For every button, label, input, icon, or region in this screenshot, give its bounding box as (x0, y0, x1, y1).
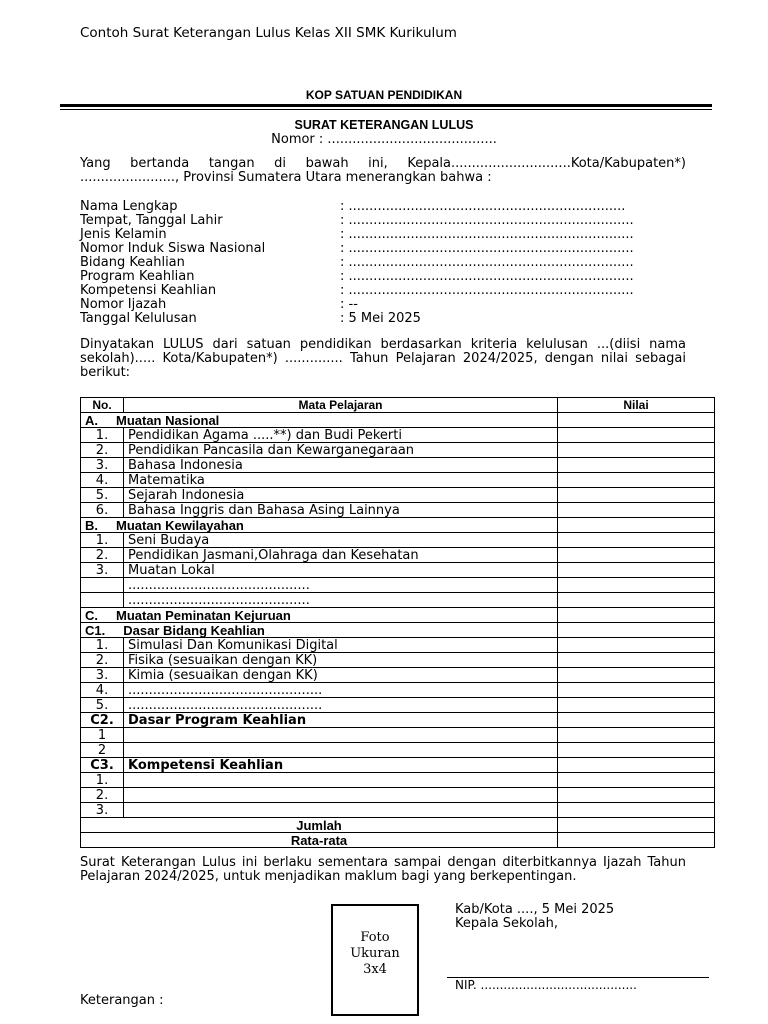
total-label: Jumlah (81, 818, 558, 833)
letterhead-rule-thin (60, 109, 712, 110)
table-row (81, 578, 715, 593)
grade-cell (558, 773, 715, 788)
table-row (81, 593, 715, 608)
grade-cell (558, 428, 715, 443)
row-number: 1. (81, 773, 124, 788)
field-value: : ..................................................................... (340, 213, 634, 228)
subject-name: Pendidikan Jasmani,Olahraga dan Kesehatan (124, 548, 558, 563)
section-cell (81, 608, 558, 623)
photo-label-line: Foto (360, 930, 390, 945)
result-paragraph: Dinyatakan LULUS dari satuan pendidikan berdasarkan kriteria kelulusan ...(diisi nama sekolah)..... Kota/Kabupaten*) .............. Tahun Pelajaran 2024/2025, dengan nilai sebagai berikut: (80, 337, 686, 380)
row-number: 1 (81, 728, 124, 743)
section-cell (81, 623, 558, 638)
subject-name (124, 803, 558, 818)
grade-cell (558, 473, 715, 488)
grade-cell (558, 578, 715, 593)
field-label: Kompetensi Keahlian (80, 283, 217, 298)
row-number: 2. (81, 548, 124, 563)
section-name: Muatan Peminatan Kejuruan (116, 607, 291, 623)
letter-title: SURAT KETERANGAN LULUS (294, 118, 474, 132)
grade-cell (558, 683, 715, 698)
field-value: : -- (340, 297, 358, 312)
grade-cell (558, 533, 715, 548)
grade-cell (558, 593, 715, 608)
subject-name (124, 773, 558, 788)
section-number: B. (85, 517, 98, 533)
table-section-row (81, 608, 715, 623)
row-number: 3. (81, 458, 124, 473)
field-value: : ................................................................... (340, 199, 626, 214)
table-section-row (81, 713, 715, 728)
field-label: Nomor Ijazah (80, 297, 167, 312)
grades-table (80, 397, 715, 848)
table-total-row (81, 818, 715, 833)
row-number: 2. (81, 653, 124, 668)
row-number: 3. (81, 803, 124, 818)
grade-cell (558, 743, 715, 758)
table-row (81, 638, 715, 653)
table-total-row (81, 833, 715, 848)
grade-cell (558, 518, 715, 533)
subject-name: Kimia (sesuaikan dengan KK) (124, 668, 558, 683)
photo-placeholder (331, 904, 419, 1016)
row-number: 4. (81, 683, 124, 698)
table-row (81, 503, 715, 518)
subject-name (124, 743, 558, 758)
subject-name: ............................................ (124, 578, 558, 593)
table-row (81, 473, 715, 488)
table-section-row (81, 623, 715, 638)
letterhead-title: KOP SATUAN PENDIDIKAN (305, 88, 463, 102)
table-row (81, 788, 715, 803)
row-number: 2. (81, 443, 124, 458)
subject-name: Bahasa Indonesia (124, 458, 558, 473)
table-row (81, 668, 715, 683)
document-title: Contoh Surat Keterangan Lulus Kelas XII SMK Kurikulum (80, 25, 457, 41)
grade-cell (558, 788, 715, 803)
table-row (81, 698, 715, 713)
opening-paragraph: Yang bertanda tangan di bawah ini, Kepala.............................Kota/Kabupaten*) ......................., Provinsi Sumatera Utara menerangkan bahwa : (80, 156, 686, 185)
subject-name: Matematika (124, 473, 558, 488)
section-name: Muatan Nasional (116, 412, 220, 428)
table-row (81, 728, 715, 743)
grades-table-body (81, 413, 715, 848)
row-number: 1. (81, 638, 124, 653)
subject-name: Bahasa Inggris dan Bahasa Asing Lainnya (124, 503, 558, 518)
row-number (81, 578, 124, 593)
table-row (81, 653, 715, 668)
grade-cell (558, 803, 715, 818)
row-number: 1. (81, 428, 124, 443)
table-section-row (81, 413, 715, 428)
grade-cell (558, 758, 715, 773)
signature-nip: NIP. ......................................... (455, 978, 637, 992)
row-number: 1. (81, 533, 124, 548)
subject-name: Muatan Lokal (124, 563, 558, 578)
letterhead-rule-thick (60, 104, 712, 107)
subject-name: Pendidikan Agama .....**) dan Budi Pekerti (124, 428, 558, 443)
field-value: : ..................................................................... (340, 241, 634, 256)
table-row (81, 803, 715, 818)
field-value: : ..................................................................... (340, 269, 634, 284)
row-number: 3. (81, 668, 124, 683)
row-number: 4. (81, 473, 124, 488)
subject-name: Dasar Program Keahlian (124, 713, 558, 728)
section-name: Muatan Kewilayahan (116, 517, 244, 533)
total-value-cell (558, 833, 715, 848)
grade-cell (558, 728, 715, 743)
subject-name: Pendidikan Pancasila dan Kewarganegaraan (124, 443, 558, 458)
notes-label: Keterangan : (80, 993, 164, 1008)
table-section-row (81, 518, 715, 533)
photo-label-line: Ukuran (350, 946, 400, 961)
table-header-row (81, 398, 715, 413)
subject-name: Fisika (sesuaikan dengan KK) (124, 653, 558, 668)
table-row (81, 773, 715, 788)
subject-name: Simulasi Dan Komunikasi Digital (124, 638, 558, 653)
section-number: C. (85, 607, 98, 623)
grade-cell (558, 698, 715, 713)
column-header-subject: Mata Pelajaran (124, 398, 558, 413)
subject-name: ............................................... (124, 698, 558, 713)
grade-cell (558, 653, 715, 668)
grade-cell (558, 638, 715, 653)
section-cell (81, 518, 558, 533)
row-number: 6. (81, 503, 124, 518)
grade-cell (558, 503, 715, 518)
row-number (81, 593, 124, 608)
row-number: 2. (81, 788, 124, 803)
letter-number: Nomor : ......................................... (271, 132, 497, 147)
table-row (81, 743, 715, 758)
subject-name (124, 728, 558, 743)
field-label: Nomor Induk Siswa Nasional (80, 241, 266, 256)
field-label: Tempat, Tanggal Lahir (80, 213, 223, 228)
subject-name (124, 788, 558, 803)
table-row (81, 548, 715, 563)
grade-cell (558, 713, 715, 728)
total-value-cell (558, 818, 715, 833)
grade-cell (558, 668, 715, 683)
table-row (81, 683, 715, 698)
table-row (81, 428, 715, 443)
section-cell (81, 413, 558, 428)
table-row (81, 458, 715, 473)
grade-cell (558, 608, 715, 623)
signature-role: Kepala Sekolah, (455, 916, 559, 931)
column-header-no: No. (81, 398, 124, 413)
field-value: : ..................................................................... (340, 283, 634, 298)
section-number: A. (85, 412, 98, 428)
subject-name: ............................................... (124, 683, 558, 698)
signature-place-date: Kab/Kota ...., 5 Mei 2025 (455, 902, 615, 917)
table-row (81, 443, 715, 458)
total-label: Rata-rata (81, 833, 558, 848)
grade-cell (558, 488, 715, 503)
field-value: : ..................................................................... (340, 255, 634, 270)
section-number: C1. (85, 622, 106, 638)
field-label: Bidang Keahlian (80, 255, 185, 270)
field-label: Nama Lengkap (80, 199, 178, 214)
column-header-grade: Nilai (558, 398, 715, 413)
grade-cell (558, 563, 715, 578)
subject-name: Seni Budaya (124, 533, 558, 548)
row-number: 3. (81, 563, 124, 578)
row-number: C2. (81, 713, 124, 728)
table-row (81, 563, 715, 578)
photo-label-line: 3x4 (363, 962, 387, 977)
grade-cell (558, 443, 715, 458)
table-row (81, 533, 715, 548)
grade-cell (558, 548, 715, 563)
field-label: Jenis Kelamin (80, 227, 167, 242)
field-label: Tanggal Kelulusan (80, 311, 197, 326)
closing-paragraph: Surat Keterangan Lulus ini berlaku sementara sampai dengan diterbitkannya Ijazah Tahun Pelajaran 2024/2025, untuk menjadikan maklum bagi yang berkepentingan. (80, 855, 686, 884)
grade-cell (558, 413, 715, 428)
field-label: Program Keahlian (80, 269, 195, 284)
row-number: C3. (81, 758, 124, 773)
field-value: : ..................................................................... (340, 227, 634, 242)
subject-name: Sejarah Indonesia (124, 488, 558, 503)
row-number: 5. (81, 698, 124, 713)
row-number: 5. (81, 488, 124, 503)
section-name: Dasar Bidang Keahlian (123, 622, 265, 638)
grade-cell (558, 623, 715, 638)
row-number: 2 (81, 743, 124, 758)
field-value: : 5 Mei 2025 (340, 311, 421, 326)
subject-name: ............................................ (124, 593, 558, 608)
table-row (81, 488, 715, 503)
subject-name: Kompetensi Keahlian (124, 758, 558, 773)
grade-cell (558, 458, 715, 473)
table-section-row (81, 758, 715, 773)
